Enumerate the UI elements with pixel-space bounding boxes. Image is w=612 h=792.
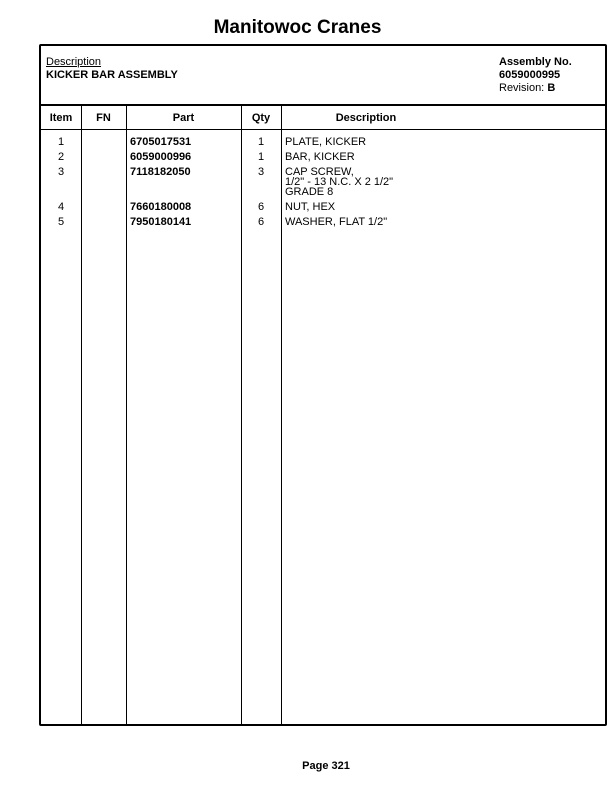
- table-row: [41, 217, 605, 232]
- revision-label: Revision:: [499, 82, 545, 94]
- item-number: 4: [57, 201, 65, 213]
- column-header-fn: FN: [96, 112, 111, 124]
- part-description-line: 1/2" - 13 N.C. X 2 1/2": [285, 176, 394, 188]
- column-header-qty: Qty: [251, 112, 271, 124]
- part-number: 6705017531: [130, 136, 192, 148]
- page-title: Manitowoc Cranes: [213, 17, 382, 38]
- quantity: 1: [257, 136, 265, 148]
- description-block: [46, 56, 178, 82]
- assembly-block: [499, 56, 572, 95]
- part-description: WASHER, FLAT 1/2": [285, 216, 388, 228]
- parts-list-frame: [39, 44, 607, 726]
- item-number: 5: [57, 216, 65, 228]
- item-number: 3: [57, 166, 65, 178]
- table-row: [41, 202, 605, 217]
- column-header-item: Item: [49, 112, 73, 124]
- assembly-number-label: Assembly No.: [499, 56, 572, 68]
- parts-table-body: [41, 137, 605, 232]
- quantity: 6: [257, 201, 265, 213]
- part-number: 7660180008: [130, 201, 192, 213]
- quantity: 3: [257, 166, 265, 178]
- revision-line: [499, 82, 572, 95]
- part-description: BAR, KICKER: [285, 151, 355, 163]
- part-description: PLATE, KICKER: [285, 136, 367, 148]
- assembly-number-value: 6059000995: [499, 69, 561, 81]
- description-value: KICKER BAR ASSEMBLY: [46, 69, 178, 81]
- part-number: 7118182050: [130, 166, 191, 178]
- table-row: [41, 167, 605, 202]
- page-number: Page 321: [302, 760, 350, 772]
- item-number: 2: [57, 151, 65, 163]
- part-description: NUT, HEX: [285, 201, 336, 213]
- table-row: [41, 137, 605, 152]
- column-header-description: Description: [335, 112, 397, 124]
- table-row: [41, 152, 605, 167]
- assembly-header: [41, 46, 605, 106]
- part-description: [285, 167, 393, 197]
- column-header-part: Part: [172, 112, 195, 124]
- part-number: 7950180141: [130, 216, 192, 228]
- part-description-line: CAP SCREW,: [285, 166, 354, 178]
- quantity: 6: [257, 216, 265, 228]
- item-number: 1: [57, 136, 65, 148]
- part-number: 6059000996: [130, 151, 192, 163]
- part-description-line: GRADE 8: [285, 186, 334, 198]
- quantity: 1: [257, 151, 265, 163]
- description-label: Description: [46, 56, 102, 68]
- revision-value: B: [547, 82, 556, 94]
